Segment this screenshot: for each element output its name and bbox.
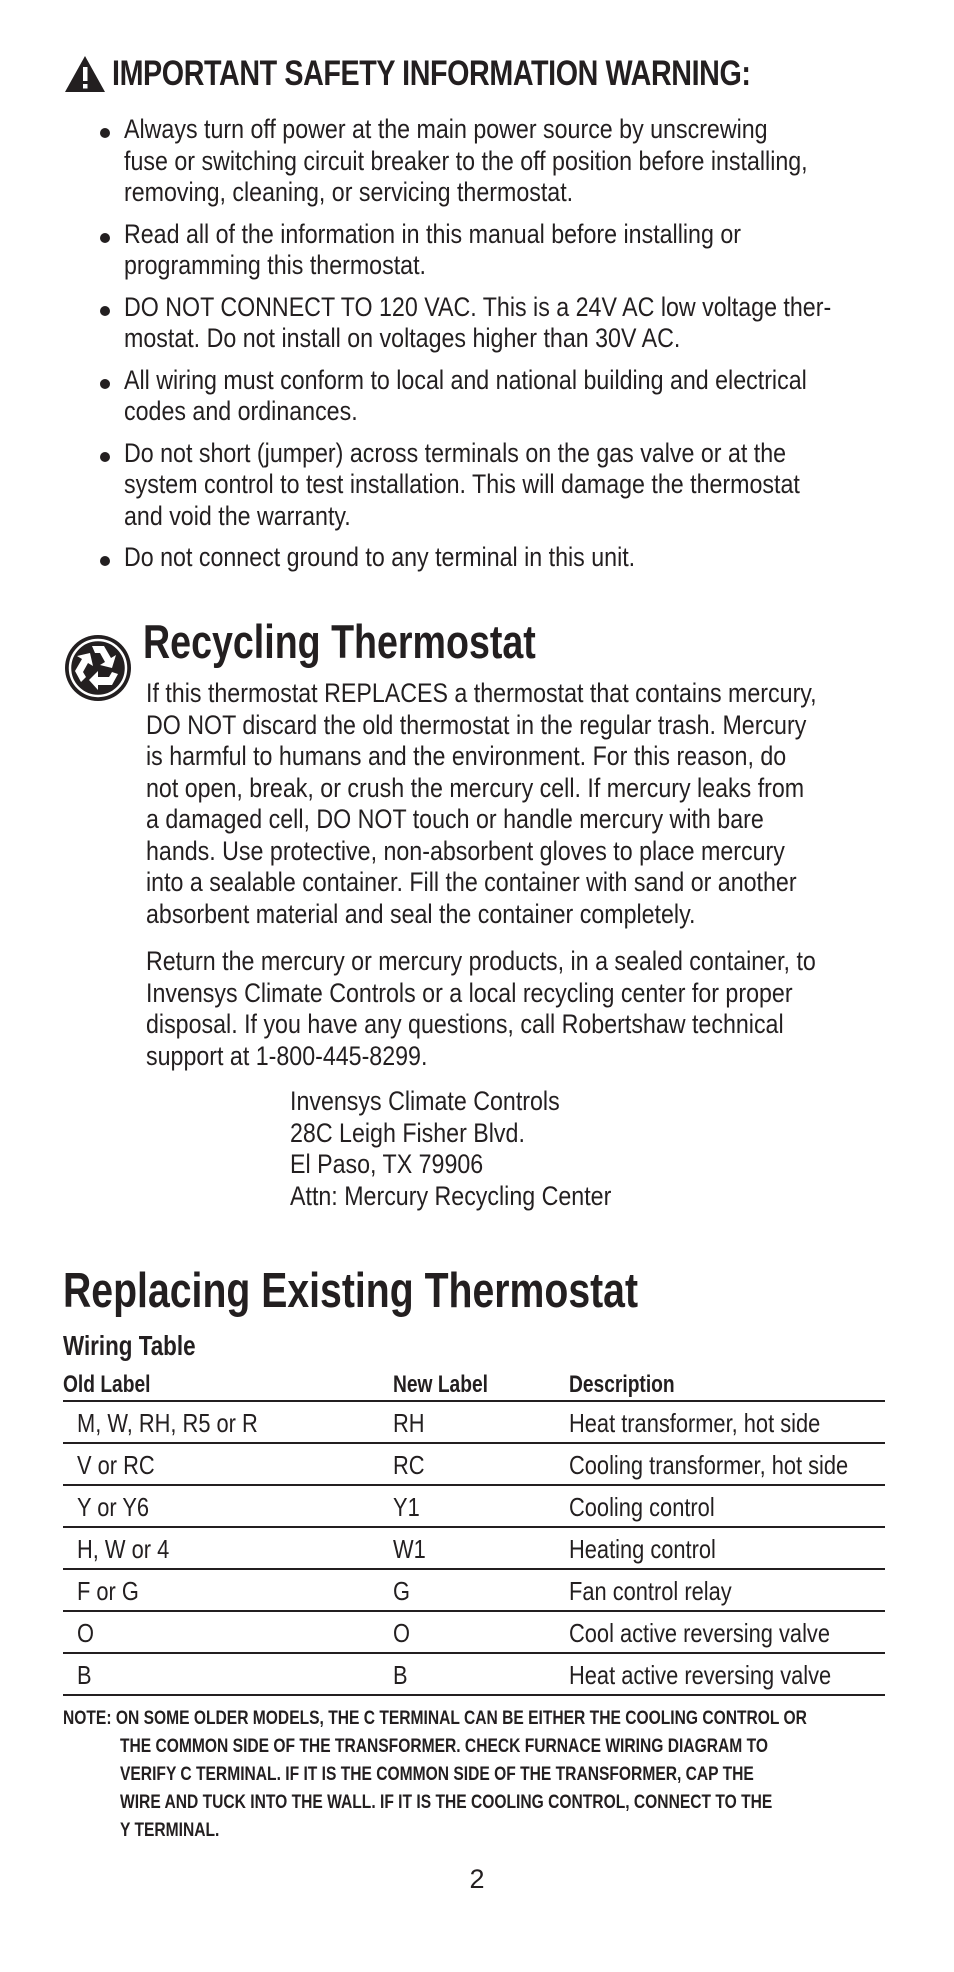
cell-new-label: Y1: [393, 1492, 420, 1522]
header-new-label: New Label: [393, 1371, 488, 1398]
cell-description: Heat active reversing valve: [569, 1660, 832, 1690]
paragraph-line: DO NOT discard the old thermostat in the regular trash. Mercury: [146, 709, 807, 740]
note-line: Y TERMINAL.: [120, 1819, 220, 1841]
header-description: Description: [569, 1371, 675, 1398]
cell-new-label: O: [393, 1618, 410, 1648]
bullet-dot: [100, 556, 110, 566]
warning-triangle-icon: [64, 55, 106, 93]
cell-description: Heating control: [569, 1534, 716, 1564]
table-row: [63, 1486, 885, 1528]
paragraph-line: disposal. If you have any questions, call Robertshaw technical: [146, 1009, 784, 1039]
warning-line: Do not connect ground to any terminal in this unit.: [124, 542, 636, 572]
note-line: VERIFY C TERMINAL. IF IT IS THE COMMON SIDE OF THE TRANSFORMER, CAP THE: [120, 1763, 754, 1785]
bullet-dot: [100, 128, 110, 138]
wiring-note: [63, 1704, 954, 1844]
warning-line: DO NOT CONNECT TO 120 VAC. This is a 24V AC low voltage ther-: [124, 291, 832, 322]
paragraph-line: not open, break, or crush the mercury cell. If mercury leaks from: [146, 772, 805, 803]
cell-new-label: W1: [393, 1534, 426, 1564]
warning-header: [64, 54, 891, 94]
warning-line: programming this thermostat.: [124, 250, 426, 280]
paragraph-line: Invensys Climate Controls or a local recycling center for proper: [146, 977, 793, 1008]
recycling-address: [290, 1086, 664, 1212]
cell-description: Cool active reversing valve: [569, 1618, 830, 1648]
paragraph-line: Return the mercury or mercury products, in a sealed container, to: [146, 946, 816, 976]
paragraph-line: into a sealable container. Fill the container with sand or another: [146, 867, 797, 897]
paragraph-line: hands. Use protective, non-absorbent gloves to place mercury: [146, 835, 785, 866]
recycling-paragraph-1: [146, 678, 926, 930]
cell-old-label: F or G: [77, 1576, 139, 1606]
cell-description: Cooling transformer, hot side: [569, 1450, 849, 1480]
warning-item: [98, 438, 954, 533]
note-line: WIRE AND TUCK INTO THE WALL. IF IT IS THE COOLING CONTROL, CONNECT TO THE: [120, 1791, 773, 1813]
warning-line: removing, cleaning, or servicing thermostat.: [124, 177, 574, 207]
table-row: [63, 1444, 885, 1486]
warning-item: [98, 292, 954, 355]
cell-old-label: B: [77, 1660, 92, 1690]
warning-line: system control to test installation. This will damage the thermostat: [124, 469, 800, 499]
recycle-icon: [62, 632, 134, 704]
replacing-title: Replacing Existing Thermostat: [63, 1264, 639, 1318]
warning-item: [98, 114, 954, 209]
bullet-dot: [100, 379, 110, 389]
warning-line: fuse or switching circuit breaker to the off position before installing,: [124, 145, 808, 176]
note-line: THE COMMON SIDE OF THE TRANSFORMER. CHECK FURNACE WIRING DIAGRAM TO: [120, 1735, 768, 1757]
bullet-dot: [100, 233, 110, 243]
table-row: [63, 1402, 885, 1444]
warning-line: Always turn off power at the main power source by unscrewing: [124, 114, 768, 144]
recycling-paragraph-2: [146, 946, 925, 1072]
bullet-dot: [100, 452, 110, 462]
cell-old-label: O: [77, 1618, 94, 1648]
cell-description: Heat transformer, hot side: [569, 1408, 821, 1438]
table-row: [63, 1570, 885, 1612]
address-line: El Paso, TX 79906: [290, 1149, 484, 1179]
address-line: Attn: Mercury Recycling Center: [290, 1180, 612, 1211]
warning-line: mostat. Do not install on voltages higher than 30V AC.: [124, 323, 681, 353]
page-number: 2: [469, 1864, 485, 1894]
warning-line: Do not short (jumper) across terminals on the gas valve or at the: [124, 437, 787, 468]
cell-old-label: V or RC: [77, 1450, 155, 1480]
paragraph-line: If this thermostat REPLACES a thermostat that contains mercury,: [146, 678, 817, 708]
note-line: NOTE: ON SOME OLDER MODELS, THE C TERMINAL CAN BE EITHER THE COOLING CONTROL OR: [63, 1707, 807, 1729]
table-row: [63, 1612, 885, 1654]
address-line: 28C Leigh Fisher Blvd.: [290, 1117, 525, 1148]
cell-old-label: H, W or 4: [77, 1534, 170, 1564]
recycling-title: Recycling Thermostat: [143, 615, 536, 668]
cell-new-label: RC: [393, 1450, 425, 1480]
table-row: [63, 1654, 885, 1696]
warning-line: codes and ordinances.: [124, 396, 358, 426]
cell-new-label: G: [393, 1576, 410, 1606]
warning-line: All wiring must conform to local and national building and electrical: [124, 364, 807, 395]
cell-new-label: B: [393, 1660, 408, 1690]
cell-description: Cooling control: [569, 1492, 715, 1522]
table-row: [63, 1528, 885, 1570]
wiring-table-title: Wiring Table: [63, 1330, 196, 1361]
header-old-label: Old Label: [63, 1371, 151, 1398]
wiring-table: [63, 1370, 885, 1696]
warning-item: [98, 365, 954, 428]
paragraph-line: is harmful to humans and the environment. For this reason, do: [146, 741, 787, 771]
cell-description: Fan control relay: [569, 1576, 732, 1606]
table-header: [63, 1370, 885, 1402]
paragraph-line: support at 1-800-445-8299.: [146, 1040, 428, 1071]
warning-line: Read all of the information in this manual before installing or: [124, 218, 741, 249]
warning-list: [0, 114, 954, 584]
cell-old-label: Y or Y6: [77, 1492, 150, 1522]
paragraph-line: absorbent material and seal the container completely.: [146, 898, 696, 929]
cell-new-label: RH: [393, 1408, 425, 1438]
bullet-dot: [100, 306, 110, 316]
warning-item: [98, 542, 954, 574]
warning-line: and void the warranty.: [124, 500, 351, 531]
address-line: Invensys Climate Controls: [290, 1086, 560, 1116]
paragraph-line: a damaged cell, DO NOT touch or handle mercury with bare: [146, 804, 764, 834]
warning-title: IMPORTANT SAFETY INFORMATION WARNING:: [112, 54, 751, 93]
warning-item: [98, 219, 954, 282]
cell-old-label: M, W, RH, R5 or R: [77, 1408, 258, 1438]
